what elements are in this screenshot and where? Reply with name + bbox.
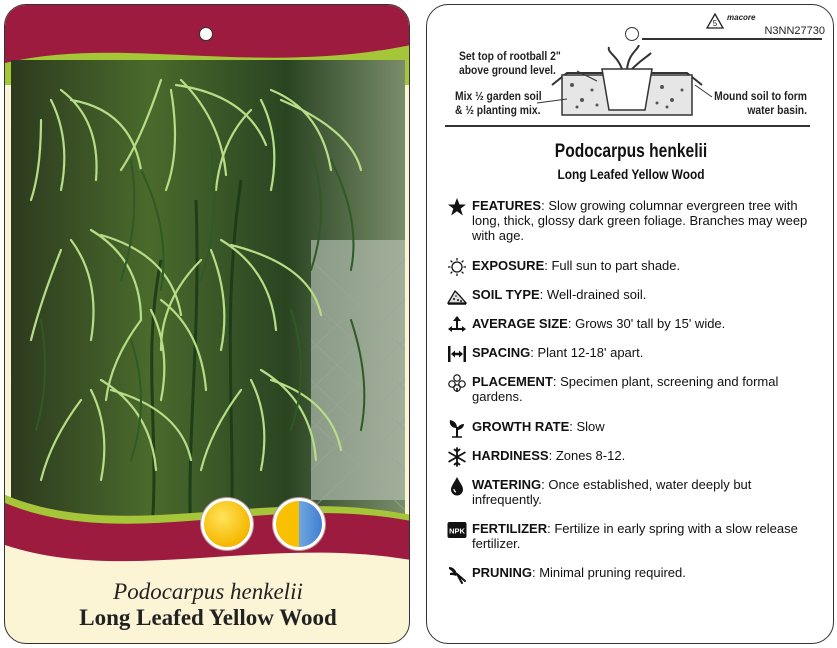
info-fertilizer: NPK FERTILIZER: Fertilize in early spring with a slow release fertilizer. (447, 521, 817, 551)
snowflake-icon (447, 447, 467, 467)
pruners-icon (447, 564, 467, 584)
front-tag (4, 4, 410, 644)
info-growth-rate: GROWTH RATE: Slow (447, 419, 817, 434)
star-icon (447, 197, 467, 217)
info-hardiness: HARDINESS: Zones 8-12. (447, 448, 817, 463)
info-pruning: PRUNING: Minimal pruning required. (447, 565, 817, 580)
spacing-icon (447, 344, 467, 364)
product-code: N3NN27730 (764, 25, 825, 37)
back-botanical-name: Podocarpus henkelii (554, 141, 708, 162)
npk-icon (447, 520, 467, 540)
brand-logo: macore (727, 13, 756, 22)
info-watering: WATERING: Once established, water deeply but infrequently. (447, 477, 817, 507)
info-spacing: SPACING: Plant 12-18' apart. (447, 345, 817, 360)
back-common-name: Long Leafed Yellow Wood (557, 166, 705, 182)
recycle-number: 5 (712, 19, 718, 28)
size-icon (447, 315, 467, 335)
placement-icon (447, 373, 467, 393)
back-tag (426, 4, 834, 644)
water-drop-icon (447, 476, 467, 496)
hang-hole (199, 27, 213, 41)
full-sun-icon (201, 498, 253, 550)
diagram-left-text: Mix ½ garden soil & ½ planting mix. (455, 89, 542, 117)
soil-icon (447, 286, 467, 306)
diagram-arrows (427, 5, 834, 130)
info-placement: PLACEMENT: Specimen plant, screening and formal gardens. (447, 374, 817, 404)
diagram-separator (445, 125, 810, 127)
svg-text:NPK: NPK (449, 526, 465, 536)
diagram-top-text: Set top of rootball 2" above ground level. (459, 49, 561, 77)
info-soil-type: SOIL TYPE: Well-drained soil. (447, 287, 817, 302)
sprout-icon (447, 418, 467, 438)
diagram-right-text: Mound soil to form water basin. (714, 89, 807, 117)
front-common-name: Long Leafed Yellow Wood (79, 605, 337, 630)
foliage-illustration (11, 60, 405, 540)
sun-icon (447, 257, 467, 277)
front-botanical-name: Podocarpus henkelii (113, 579, 303, 604)
part-shade-icon (273, 498, 325, 550)
info-features: FEATURES: Slow growing columnar evergreen tree with long, thick, glossy dark green foliage. Branches may weep with age. (447, 198, 817, 243)
info-average-size: AVERAGE SIZE: Grows 30' tall by 15' wide. (447, 316, 817, 331)
plant-photo (11, 60, 405, 540)
info-exposure: EXPOSURE: Full sun to part shade. (447, 258, 817, 273)
